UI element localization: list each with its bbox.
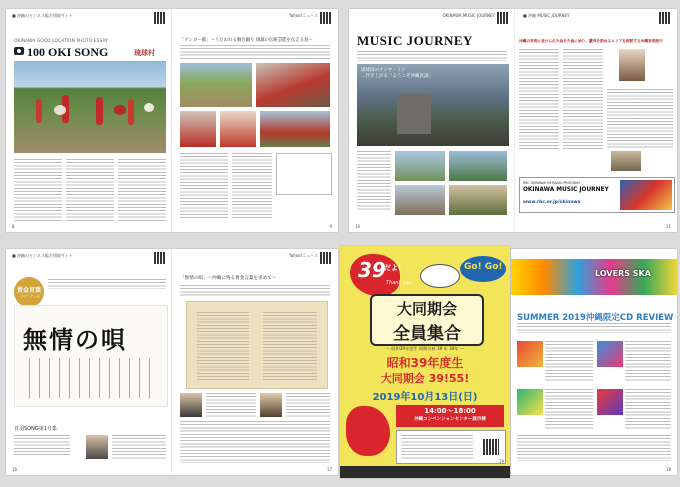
body-text-col-3	[118, 159, 166, 221]
badge-number: 39	[358, 258, 386, 282]
page-number: 18	[665, 467, 671, 472]
author-photo	[86, 435, 108, 459]
radio-program-box	[519, 177, 675, 213]
poster-subtitle-1: 昭和39年度生	[386, 356, 464, 370]
photo-3	[180, 111, 216, 147]
qr-code	[154, 12, 166, 24]
spread-2-right	[515, 9, 677, 232]
lyrics-card	[186, 301, 328, 389]
body-text-col-2	[563, 49, 603, 149]
footer-title: 首羽SONG第1号集	[14, 426, 57, 432]
calligraphy-title: 無情の唄	[23, 325, 127, 354]
title-panel	[370, 294, 484, 346]
singer-photo	[180, 393, 202, 417]
running-header: Yahoo!ニュース	[288, 253, 318, 258]
camera-icon	[14, 47, 24, 55]
spread-3-right	[172, 249, 338, 475]
cd-text-2	[625, 341, 671, 381]
cd-review-title: SUMMER 2019沖縄限定CD REVIEW	[517, 313, 674, 323]
cd-cover-4	[597, 389, 623, 415]
badge-sub: くがにくとぅば	[18, 294, 40, 298]
body-text-col-2	[232, 153, 272, 219]
page-number: 10	[355, 224, 361, 229]
badge-suffix: だよ!	[384, 264, 402, 272]
author: 琉球村	[134, 49, 155, 57]
info-panel	[396, 430, 506, 464]
running-header: ■ 沖縄のビジネス総合情報サイト	[12, 13, 73, 18]
singer-caption	[206, 393, 256, 417]
poster-page	[340, 246, 510, 478]
photo-caption: 琉球国のナシヤ・ミン …浮き上がる「ようこそ沖縄民謡」	[361, 68, 433, 79]
qr-code	[320, 12, 332, 24]
lead-text	[517, 323, 671, 333]
page-number: 8	[12, 224, 15, 229]
body-text-col-2	[66, 159, 114, 221]
article-headline: 沖縄の音楽に受けられた曲をた曲に始り、慶祥を訪ねるエリアを探訪する沖縄音楽旅行	[519, 39, 663, 43]
speech-bubble	[420, 264, 460, 288]
small-photo	[611, 151, 641, 171]
photo-2	[256, 63, 330, 107]
article-headline: 「テンヨー節」〜うたわれる舞台踊り 琉球の伝統芸能を伝える島〜	[180, 38, 313, 43]
program-banner	[620, 180, 672, 210]
poster-date: 2019年10月13日(日)	[372, 392, 478, 403]
poster-tagline: 〜 昭和39年度生 同期の桜 39 年 39年 〜	[385, 346, 465, 351]
calligraphy-panel	[14, 305, 168, 407]
intro-text	[180, 285, 330, 297]
lead-text	[48, 279, 166, 289]
photo-small-1	[395, 151, 445, 181]
program-url: www.rbc.or.jp/okinawa	[523, 200, 581, 205]
singer-caption-2	[286, 393, 330, 417]
page-number: 17	[326, 467, 332, 472]
info-box	[276, 153, 332, 195]
body-text	[180, 421, 330, 463]
body-text-col-1	[357, 151, 391, 211]
cd-banner	[511, 259, 677, 295]
poster-time: 14:00〜18:00	[424, 407, 476, 415]
cd-text-4	[625, 389, 671, 429]
spread-4-right	[511, 249, 677, 475]
qr-code	[320, 252, 332, 264]
spread-3-left	[6, 249, 172, 475]
lovers-ska-banner: LOVERS SKA	[595, 269, 651, 278]
singer-photo-2	[260, 393, 282, 417]
author-text	[112, 435, 166, 459]
qr-code	[659, 12, 671, 24]
body-text-col-1	[14, 159, 62, 221]
poster-footer	[340, 466, 510, 478]
photo-4	[220, 111, 256, 147]
qr-code	[154, 252, 166, 264]
spread-1-right	[172, 9, 338, 232]
cd-cover-2	[597, 341, 623, 367]
lead-text	[357, 51, 507, 61]
program-title: OKINAWA MUSIC JOURNEY	[523, 187, 609, 193]
footer-text	[14, 435, 70, 457]
poster-title-1: 大同期会	[396, 300, 457, 318]
poster-subtitle-2: 大同期会 39!55!	[380, 372, 470, 385]
badge-circle	[14, 277, 44, 307]
calligraphy-lines	[29, 358, 155, 398]
qr-code	[497, 12, 509, 24]
spread-2-left	[349, 9, 515, 232]
page-number: 16	[12, 467, 18, 472]
photo-small-3	[395, 185, 445, 215]
cd-text-1	[545, 341, 593, 381]
body-text-col-1	[180, 153, 228, 219]
gogo-text: Go! Go!	[464, 262, 503, 272]
running-header: ■ 沖縄 MUSIC JOURNEY	[523, 13, 570, 18]
intro-text	[180, 45, 330, 59]
mascot-39	[346, 406, 390, 456]
thank-you: Thank you	[386, 280, 413, 286]
poster-title-2: 全員集合	[393, 324, 461, 344]
running-header: ■ 沖縄のビジネス総合情報サイト	[12, 253, 73, 258]
page-number: 19	[498, 459, 504, 464]
portrait-photo	[619, 49, 645, 81]
cd-cover-3	[517, 389, 543, 415]
photo-small-2	[449, 151, 507, 181]
page-title: MUSIC JOURNEY	[357, 33, 473, 48]
photo-small-4	[449, 185, 507, 215]
page-title: 100 OKI SONG	[27, 45, 109, 59]
lyrics-right	[263, 312, 317, 382]
page-number: 9	[329, 224, 332, 229]
running-header: Yahoo!ニュース	[288, 13, 318, 18]
hero-photo	[357, 64, 509, 146]
program-label: RBC OKINAWA FM RADIO PROGRAM	[523, 181, 580, 185]
running-header: OKINAWA MUSIC JOURNEY	[442, 13, 495, 18]
poster-venue: 沖縄コンベンションセンター展示棟	[414, 417, 486, 422]
badge-text: 黄金言葉	[16, 287, 41, 294]
body-text-col-3	[607, 89, 673, 149]
info-text	[401, 435, 473, 459]
section-label: OKINAWA GOOD LOCATION PHOTO ESSAY	[14, 39, 108, 44]
qr-code	[483, 439, 499, 455]
cd-cover-1	[517, 341, 543, 367]
spread-1-left	[6, 9, 172, 232]
lyrics-left	[197, 312, 249, 382]
cd-text-5	[517, 435, 671, 461]
photo-5	[260, 111, 330, 147]
article-headline: 「無情の唄」〜沖縄に残る黄金言葉を求めて〜	[180, 276, 277, 281]
photo-1	[180, 63, 252, 107]
page-number: 11	[665, 224, 671, 229]
body-text-col-1	[519, 49, 559, 149]
cd-text-3	[545, 389, 593, 429]
main-photo	[14, 61, 166, 153]
